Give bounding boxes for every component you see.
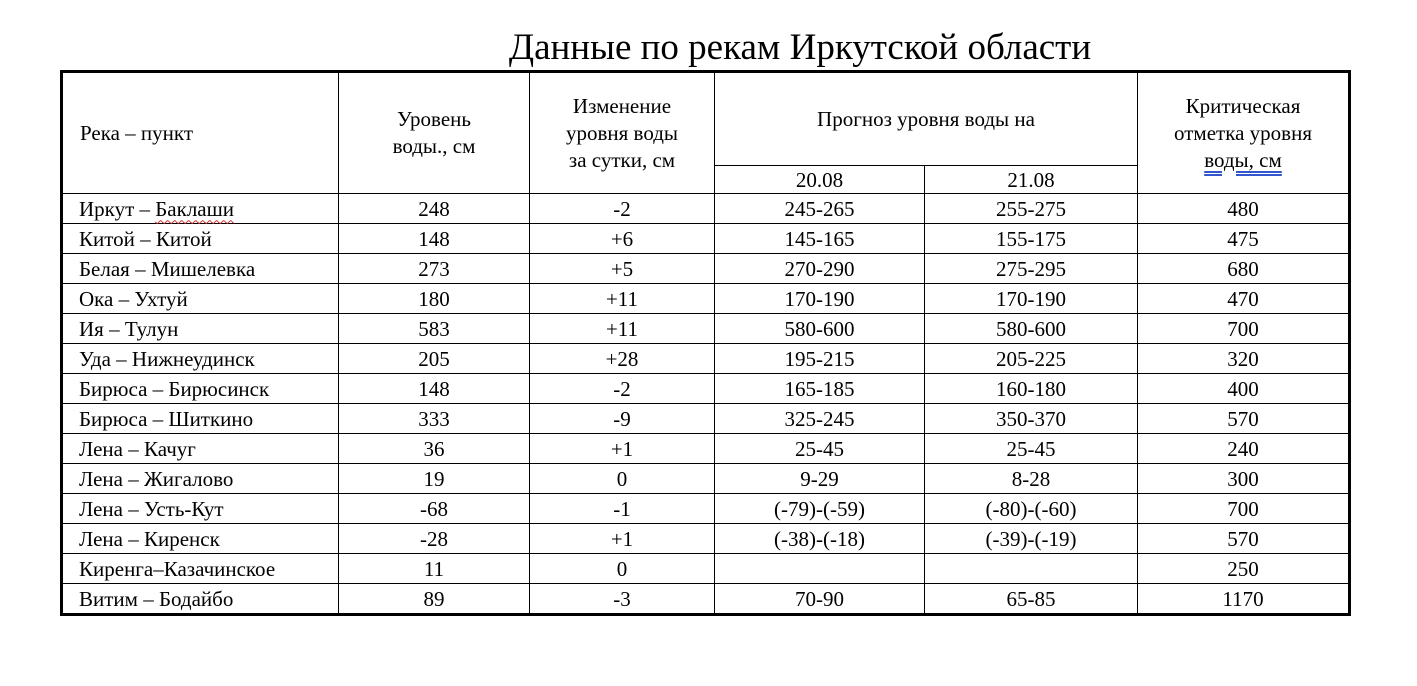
table-row [62,524,1350,554]
cell-river-point [62,374,339,404]
cell-river-point [62,524,339,554]
cell-forecast-date-2: 8-28 [925,464,1138,494]
table-body [62,194,1350,615]
cell-daily-change: 0 [530,464,715,494]
river-point-text: Ока – Ухтуй [79,286,188,311]
cell-critical-level: 475 [1138,224,1350,254]
cell-river-point [62,194,339,224]
cell-forecast-date-2: 580-600 [925,314,1138,344]
cell-daily-change: +11 [530,314,715,344]
cell-daily-change: +6 [530,224,715,254]
table-row [62,554,1350,584]
header-critical-line2: отметка уровня [1174,120,1312,145]
cell-critical-level: 700 [1138,494,1350,524]
cell-water-level: 148 [339,374,530,404]
cell-daily-change: 0 [530,554,715,584]
header-critical-level [1138,72,1350,194]
cell-water-level: -68 [339,494,530,524]
river-point-text: Лена – Усть-Кут [79,496,224,521]
table-row [62,374,1350,404]
cell-critical-level: 300 [1138,464,1350,494]
river-point-text: Лена – Жигалово [79,466,234,491]
cell-forecast-date-1: 9-29 [715,464,925,494]
table-row [62,404,1350,434]
cell-daily-change: -9 [530,404,715,434]
cell-forecast-date-1: (-79)-(-59) [715,494,925,524]
cell-river-point [62,344,339,374]
table-row [62,464,1350,494]
header-water-level [339,72,530,194]
cell-daily-change: +1 [530,434,715,464]
cell-water-level: 333 [339,404,530,434]
cell-forecast-date-2: 25-45 [925,434,1138,464]
cell-forecast-date-1: 245-265 [715,194,925,224]
cell-critical-level: 240 [1138,434,1350,464]
table-row [62,344,1350,374]
cell-forecast-date-1: 325-245 [715,404,925,434]
cell-water-level: 583 [339,314,530,344]
table-row [62,194,1350,224]
cell-critical-level: 400 [1138,374,1350,404]
cell-forecast-date-1: 165-185 [715,374,925,404]
cell-critical-level: 700 [1138,314,1350,344]
header-forecast: Прогноз уровня воды на [715,72,1138,166]
cell-critical-level: 1170 [1138,584,1350,615]
cell-river-point [62,434,339,464]
cell-water-level: 248 [339,194,530,224]
river-point-text: Иркут – [79,196,156,221]
cell-water-level: 19 [339,464,530,494]
table-row [62,584,1350,615]
cell-river-point [62,464,339,494]
river-point-text: Бирюса – Бирюсинск [79,376,270,401]
header-forecast-date-2: 21.08 [925,166,1138,194]
river-point-text: Ия – Тулун [79,316,179,341]
cell-critical-level: 680 [1138,254,1350,284]
header-change-line2: уровня воды [565,120,679,145]
cell-water-level: 89 [339,584,530,615]
cell-daily-change: +28 [530,344,715,374]
river-point-text: Китой – Китой [79,226,212,251]
table-row [62,314,1350,344]
cell-daily-change: -2 [530,374,715,404]
cell-forecast-date-2: 65-85 [925,584,1138,615]
cell-river-point [62,584,339,615]
header-river-point: Река – пункт [62,72,339,194]
cell-forecast-date-1: 580-600 [715,314,925,344]
cell-forecast-date-1: 195-215 [715,344,925,374]
header-change-line1: Изменение [572,93,672,118]
cell-forecast-date-2: 170-190 [925,284,1138,314]
cell-water-level: 205 [339,344,530,374]
cell-forecast-date-2: 160-180 [925,374,1138,404]
cell-water-level: 36 [339,434,530,464]
cell-river-point [62,284,339,314]
header-water-level-line1: Уровень [397,107,471,131]
cell-daily-change: -2 [530,194,715,224]
cell-forecast-date-2: 155-175 [925,224,1138,254]
header-critical-line3 [1138,147,1348,174]
header-critical-line3-text: воды, см [1204,147,1282,172]
cell-forecast-date-2: 275-295 [925,254,1138,284]
cell-critical-level: 480 [1138,194,1350,224]
river-point-text: Киренга–Казачинское [79,556,276,581]
cell-river-point [62,314,339,344]
cell-critical-level: 570 [1138,404,1350,434]
cell-daily-change: +1 [530,524,715,554]
cell-daily-change: -3 [530,584,715,615]
header-daily-change [530,72,715,194]
cell-water-level: 148 [339,224,530,254]
table-row [62,434,1350,464]
header-critical-line1: Критическая [1185,93,1301,118]
cell-critical-level: 470 [1138,284,1350,314]
cell-river-point [62,494,339,524]
river-point-text: Лена – Киренск [79,526,220,551]
table-row [62,254,1350,284]
cell-daily-change: -1 [530,494,715,524]
cell-water-level: -28 [339,524,530,554]
table-row [62,284,1350,314]
river-point-text: Витим – Бодайбо [79,586,234,611]
cell-river-point [62,254,339,284]
rivers-table [60,70,1351,616]
cell-forecast-date-2: 255-275 [925,194,1138,224]
cell-forecast-date-1: 25-45 [715,434,925,464]
cell-river-point [62,554,339,584]
cell-critical-level: 320 [1138,344,1350,374]
cell-water-level: 180 [339,284,530,314]
cell-critical-level: 570 [1138,524,1350,554]
river-point-text: Белая – Мишелевка [79,256,256,281]
cell-forecast-date-2: (-80)-(-60) [925,494,1138,524]
cell-river-point [62,224,339,254]
table-row [62,494,1350,524]
river-point-spellcheck-text: Баклаши [155,196,235,221]
river-point-text: Уда – Нижнеудинск [79,346,255,371]
cell-forecast-date-2: (-39)-(-19) [925,524,1138,554]
cell-forecast-date-2: 350-370 [925,404,1138,434]
cell-water-level: 11 [339,554,530,584]
header-water-level-line2: воды., см [392,134,476,158]
cell-forecast-date-1: 145-165 [715,224,925,254]
cell-critical-level: 250 [1138,554,1350,584]
cell-river-point [62,404,339,434]
cell-forecast-date-1 [715,554,925,584]
table-row [62,224,1350,254]
cell-forecast-date-2: 205-225 [925,344,1138,374]
header-forecast-date-1: 20.08 [715,166,925,194]
cell-forecast-date-1: 70-90 [715,584,925,615]
cell-daily-change: +5 [530,254,715,284]
cell-forecast-date-1: (-38)-(-18) [715,524,925,554]
cell-forecast-date-1: 270-290 [715,254,925,284]
cell-water-level: 273 [339,254,530,284]
cell-forecast-date-2 [925,554,1138,584]
header-change-line3: за сутки, см [568,147,676,172]
document-title: Данные по рекам Иркутской области [508,27,1092,68]
table-header-row [62,72,1350,166]
river-point-text: Бирюса – Шиткино [79,406,254,431]
cell-forecast-date-1: 170-190 [715,284,925,314]
river-point-text: Лена – Качуг [79,436,196,461]
cell-daily-change: +11 [530,284,715,314]
